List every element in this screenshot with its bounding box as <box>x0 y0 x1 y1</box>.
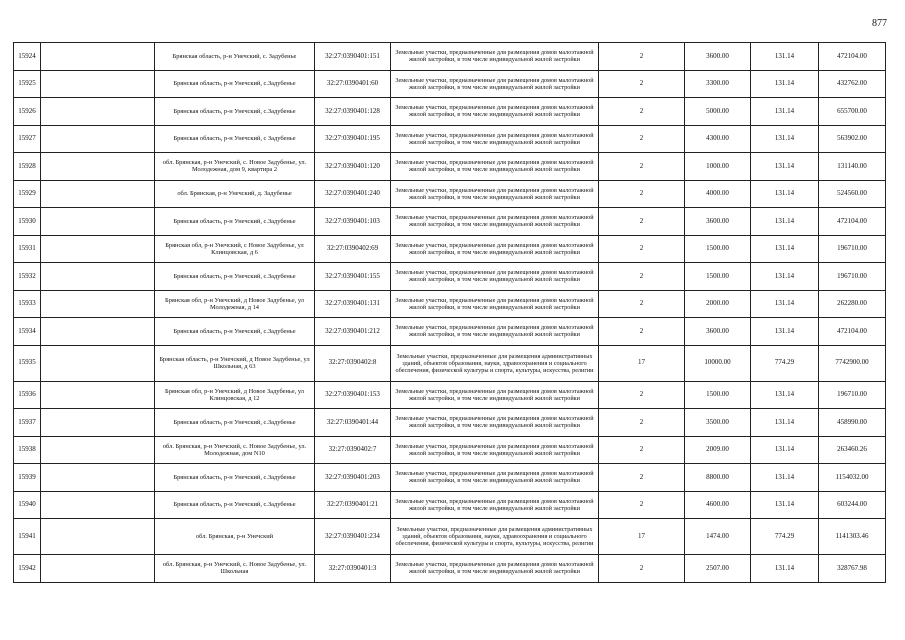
cadastral-number-cell: 32:27:0390401:153 <box>315 381 391 409</box>
cadastral-value-cell: 472104.00 <box>819 43 886 71</box>
empty-cell <box>41 464 155 492</box>
cadastral-value-cell: 432762.00 <box>819 70 886 98</box>
row-number-cell: 15932 <box>14 263 41 291</box>
group-code-cell: 2 <box>599 208 685 236</box>
group-code-cell: 2 <box>599 290 685 318</box>
empty-cell <box>41 436 155 464</box>
cadastral-value-cell: 603244.00 <box>819 491 886 519</box>
specific-value-cell: 131.14 <box>751 491 819 519</box>
table-row <box>14 464 886 492</box>
row-number-cell: 15940 <box>14 491 41 519</box>
empty-cell <box>41 153 155 181</box>
land-use-category-cell: Земельные участки, предназначенные для размещения домов малоэтажной жилой застройки, в том числе индивидуальной жилой застройки <box>391 290 599 318</box>
table-row <box>14 491 886 519</box>
cadastral-number-cell: 32:27:0390401:131 <box>315 290 391 318</box>
row-number-cell: 15933 <box>14 290 41 318</box>
row-number-cell: 15924 <box>14 43 41 71</box>
group-code-cell: 2 <box>599 318 685 346</box>
address-cell: обл. Брянская, р-н Унечский <box>155 519 315 555</box>
address-cell: Брянская обл, р-н Унечский, с Новое Задубенье, ул Клинцовская, д 6 <box>155 235 315 263</box>
group-code-cell: 2 <box>599 555 685 583</box>
row-number-cell: 15942 <box>14 555 41 583</box>
area-cell: 5000.00 <box>685 98 751 126</box>
land-use-category-cell: Земельные участки, предназначенные для размещения домов малоэтажной жилой застройки, в том числе индивидуальной жилой застройки <box>391 180 599 208</box>
cadastral-value-cell: 458990.00 <box>819 409 886 437</box>
table-row <box>14 180 886 208</box>
empty-cell <box>41 180 155 208</box>
table-row <box>14 153 886 181</box>
group-code-cell: 2 <box>599 70 685 98</box>
empty-cell <box>41 381 155 409</box>
row-number-cell: 15928 <box>14 153 41 181</box>
group-code-cell: 2 <box>599 180 685 208</box>
address-cell: Брянская область, р-н Унечский, с Задубенье <box>155 125 315 153</box>
area-cell: 4600.00 <box>685 491 751 519</box>
empty-cell <box>41 208 155 236</box>
table-row <box>14 436 886 464</box>
group-code-cell: 2 <box>599 263 685 291</box>
table-row <box>14 381 886 409</box>
table-row <box>14 290 886 318</box>
land-registry-table <box>13 42 886 583</box>
land-use-category-cell: Земельные участки, предназначенные для размещения домов малоэтажной жилой застройки, в том числе индивидуальной жилой застройки <box>391 235 599 263</box>
table-row <box>14 70 886 98</box>
area-cell: 1474.00 <box>685 519 751 555</box>
specific-value-cell: 131.14 <box>751 464 819 492</box>
row-number-cell: 15934 <box>14 318 41 346</box>
cadastral-number-cell: 32:27:0390401:155 <box>315 263 391 291</box>
empty-cell <box>41 235 155 263</box>
group-code-cell: 2 <box>599 464 685 492</box>
cadastral-number-cell: 32:27:0390401:212 <box>315 318 391 346</box>
row-number-cell: 15935 <box>14 345 41 381</box>
address-cell: Брянская область, р-н Унечский, с.Задубенье <box>155 491 315 519</box>
land-use-category-cell: Земельные участки, предназначенные для размещения домов малоэтажной жилой застройки, в том числе индивидуальной жилой застройки <box>391 208 599 236</box>
specific-value-cell: 131.14 <box>751 409 819 437</box>
row-number-cell: 15937 <box>14 409 41 437</box>
cadastral-number-cell: 32:27:0390401:128 <box>315 98 391 126</box>
address-cell: Брянская область, р-н Унечский, с.Задубенье <box>155 208 315 236</box>
empty-cell <box>41 555 155 583</box>
group-code-cell: 2 <box>599 98 685 126</box>
land-use-category-cell: Земельные участки, предназначенные для размещения домов малоэтажной жилой застройки, в том числе индивидуальной жилой застройки <box>391 409 599 437</box>
specific-value-cell: 131.14 <box>751 153 819 181</box>
cadastral-value-cell: 328767.98 <box>819 555 886 583</box>
table-row <box>14 345 886 381</box>
cadastral-number-cell: 32:27:0390401:103 <box>315 208 391 236</box>
row-number-cell: 15926 <box>14 98 41 126</box>
specific-value-cell: 131.14 <box>751 555 819 583</box>
cadastral-value-cell: 131140.00 <box>819 153 886 181</box>
cadastral-value-cell: 7742900.00 <box>819 345 886 381</box>
group-code-cell: 2 <box>599 436 685 464</box>
cadastral-value-cell: 472104.00 <box>819 208 886 236</box>
row-number-cell: 15938 <box>14 436 41 464</box>
address-cell: обл. Брянская, р-н Унечский, д. Задубенье <box>155 180 315 208</box>
table-row <box>14 555 886 583</box>
page-number: 877 <box>872 18 887 29</box>
cadastral-value-cell: 1154032.00 <box>819 464 886 492</box>
land-use-category-cell: Земельные участки, предназначенные для размещения домов малоэтажной жилой застройки, в том числе индивидуальной жилой застройки <box>391 153 599 181</box>
cadastral-number-cell: 32:27:0390401:3 <box>315 555 391 583</box>
address-cell: Брянская область, р-н Унечский, с.Задубенье <box>155 98 315 126</box>
specific-value-cell: 131.14 <box>751 436 819 464</box>
area-cell: 3600.00 <box>685 318 751 346</box>
row-number-cell: 15931 <box>14 235 41 263</box>
land-use-category-cell: Земельные участки, предназначенные для размещения домов малоэтажной жилой застройки, в том числе индивидуальной жилой застройки <box>391 381 599 409</box>
table-row <box>14 43 886 71</box>
address-cell: Брянская обл, р-н Унечский, д Новое Задубенье, ул Клинцовская, д 12 <box>155 381 315 409</box>
empty-cell <box>41 318 155 346</box>
group-code-cell: 2 <box>599 153 685 181</box>
table-row <box>14 409 886 437</box>
specific-value-cell: 131.14 <box>751 318 819 346</box>
empty-cell <box>41 491 155 519</box>
specific-value-cell: 131.14 <box>751 43 819 71</box>
specific-value-cell: 131.14 <box>751 70 819 98</box>
empty-cell <box>41 409 155 437</box>
land-use-category-cell: Земельные участки, предназначенные для размещения домов малоэтажной жилой застройки, в том числе индивидуальной жилой застройки <box>391 263 599 291</box>
area-cell: 1000.00 <box>685 153 751 181</box>
empty-cell <box>41 98 155 126</box>
land-use-category-cell: Земельные участки, предназначенные для размещения домов малоэтажной жилой застройки, в том числе индивидуальной жилой застройки <box>391 555 599 583</box>
table-row <box>14 98 886 126</box>
specific-value-cell: 131.14 <box>751 125 819 153</box>
area-cell: 1500.00 <box>685 263 751 291</box>
address-cell: Брянская область, р-н Унечский, с. Задубенье <box>155 43 315 71</box>
cadastral-number-cell: 32:27:0390401:234 <box>315 519 391 555</box>
specific-value-cell: 131.14 <box>751 290 819 318</box>
cadastral-value-cell: 655700.00 <box>819 98 886 126</box>
cadastral-value-cell: 263460.26 <box>819 436 886 464</box>
land-use-category-cell: Земельные участки, предназначенные для размещения административных зданий, объектов образования, науки, здравоохранения и социального обеспечения, физической культуры и спорта, культуры, искусства, религии <box>391 519 599 555</box>
cadastral-number-cell: 32:27:0390402:8 <box>315 345 391 381</box>
land-use-category-cell: Земельные участки, предназначенные для размещения домов малоэтажной жилой застройки, в том числе индивидуальной жилой застройки <box>391 98 599 126</box>
group-code-cell: 2 <box>599 235 685 263</box>
empty-cell <box>41 263 155 291</box>
group-code-cell: 2 <box>599 491 685 519</box>
land-use-category-cell: Земельные участки, предназначенные для размещения домов малоэтажной жилой застройки, в том числе индивидуальной жилой застройки <box>391 318 599 346</box>
row-number-cell: 15927 <box>14 125 41 153</box>
empty-cell <box>41 290 155 318</box>
row-number-cell: 15936 <box>14 381 41 409</box>
address-cell: Брянская обл, р-н Унечский, д Новое Задубенье, ул Молодежная, д 14 <box>155 290 315 318</box>
table-row <box>14 208 886 236</box>
group-code-cell: 2 <box>599 43 685 71</box>
cadastral-value-cell: 196710.00 <box>819 235 886 263</box>
address-cell: обл. Брянская, р-н Унечский, с. Новое Задубенье, ул. Школьная <box>155 555 315 583</box>
row-number-cell: 15930 <box>14 208 41 236</box>
specific-value-cell: 131.14 <box>751 208 819 236</box>
address-cell: Брянская область, р-н Унечский, д Новое Задубенье, ул Школьная, д 63 <box>155 345 315 381</box>
cadastral-value-cell: 524560.00 <box>819 180 886 208</box>
specific-value-cell: 774.29 <box>751 345 819 381</box>
specific-value-cell: 131.14 <box>751 381 819 409</box>
area-cell: 4300.00 <box>685 125 751 153</box>
specific-value-cell: 131.14 <box>751 235 819 263</box>
land-use-category-cell: Земельные участки, предназначенные для размещения домов малоэтажной жилой застройки, в том числе индивидуальной жилой застройки <box>391 70 599 98</box>
land-use-category-cell: Земельные участки, предназначенные для размещения домов малоэтажной жилой застройки, в том числе индивидуальной жилой застройки <box>391 464 599 492</box>
row-number-cell: 15929 <box>14 180 41 208</box>
area-cell: 4000.00 <box>685 180 751 208</box>
cadastral-number-cell: 32:27:0390402:69 <box>315 235 391 263</box>
area-cell: 2000.00 <box>685 290 751 318</box>
group-code-cell: 2 <box>599 125 685 153</box>
cadastral-number-cell: 32:27:0390401:151 <box>315 43 391 71</box>
address-cell: Брянская область, р-н Унечский, с.Задубенье <box>155 464 315 492</box>
empty-cell <box>41 43 155 71</box>
area-cell: 10000.00 <box>685 345 751 381</box>
cadastral-value-cell: 563902.00 <box>819 125 886 153</box>
land-use-category-cell: Земельные участки, предназначенные для размещения административных зданий, объектов образования, науки, здравоохранения и социального обеспечения, физической культуры и спорта, культуры, искусства, религии <box>391 345 599 381</box>
area-cell: 2507.00 <box>685 555 751 583</box>
row-number-cell: 15939 <box>14 464 41 492</box>
table-row <box>14 519 886 555</box>
specific-value-cell: 774.29 <box>751 519 819 555</box>
area-cell: 1500.00 <box>685 235 751 263</box>
cadastral-number-cell: 32:27:0390401:195 <box>315 125 391 153</box>
address-cell: Брянская область, р-н Унечский, с.Задубенье <box>155 318 315 346</box>
area-cell: 8800.00 <box>685 464 751 492</box>
specific-value-cell: 131.14 <box>751 263 819 291</box>
cadastral-value-cell: 472104.00 <box>819 318 886 346</box>
cadastral-number-cell: 32:27:0390401:21 <box>315 491 391 519</box>
empty-cell <box>41 70 155 98</box>
table-row <box>14 263 886 291</box>
cadastral-number-cell: 32:27:0390402:7 <box>315 436 391 464</box>
cadastral-value-cell: 262280.00 <box>819 290 886 318</box>
table-row <box>14 125 886 153</box>
area-cell: 3300.00 <box>685 70 751 98</box>
address-cell: Брянская область, р-н Унечский, с.Задубенье <box>155 70 315 98</box>
area-cell: 2009.00 <box>685 436 751 464</box>
address-cell: Брянская область, р-н Унечский, с.Задубенье <box>155 263 315 291</box>
group-code-cell: 2 <box>599 409 685 437</box>
address-cell: обл. Брянская, р-н Унечский, с. Новое Задубенье, ул. Молодежная, дом N10 <box>155 436 315 464</box>
cadastral-value-cell: 196710.00 <box>819 263 886 291</box>
area-cell: 3600.00 <box>685 43 751 71</box>
address-cell: Брянская область, р-н Унечский, с.Задубенье <box>155 409 315 437</box>
table-row <box>14 318 886 346</box>
land-use-category-cell: Земельные участки, предназначенные для размещения домов малоэтажной жилой застройки, в том числе индивидуальной жилой застройки <box>391 491 599 519</box>
row-number-cell: 15941 <box>14 519 41 555</box>
land-use-category-cell: Земельные участки, предназначенные для размещения домов малоэтажной жилой застройки, в том числе индивидуальной жилой застройки <box>391 125 599 153</box>
land-use-category-cell: Земельные участки, предназначенные для размещения домов малоэтажной жилой застройки, в том числе индивидуальной жилой застройки <box>391 436 599 464</box>
empty-cell <box>41 125 155 153</box>
cadastral-number-cell: 32:27:0390401:240 <box>315 180 391 208</box>
cadastral-number-cell: 32:27:0390401:44 <box>315 409 391 437</box>
group-code-cell: 2 <box>599 381 685 409</box>
specific-value-cell: 131.14 <box>751 98 819 126</box>
row-number-cell: 15925 <box>14 70 41 98</box>
cadastral-value-cell: 1141303.46 <box>819 519 886 555</box>
table-row <box>14 235 886 263</box>
group-code-cell: 17 <box>599 345 685 381</box>
cadastral-number-cell: 32:27:0390401:60 <box>315 70 391 98</box>
group-code-cell: 17 <box>599 519 685 555</box>
specific-value-cell: 131.14 <box>751 180 819 208</box>
empty-cell <box>41 345 155 381</box>
cadastral-number-cell: 32:27:0390401:203 <box>315 464 391 492</box>
empty-cell <box>41 519 155 555</box>
area-cell: 3600.00 <box>685 208 751 236</box>
area-cell: 1500.00 <box>685 381 751 409</box>
area-cell: 3500.00 <box>685 409 751 437</box>
table-body <box>14 43 886 583</box>
land-use-category-cell: Земельные участки, предназначенные для размещения домов малоэтажной жилой застройки, в том числе индивидуальной жилой застройки <box>391 43 599 71</box>
cadastral-number-cell: 32:27:0390401:120 <box>315 153 391 181</box>
address-cell: обл. Брянская, р-н Унечский, с. Новое Задубенье, ул. Молодежная, дом 9, квартира 2 <box>155 153 315 181</box>
cadastral-value-cell: 196710.00 <box>819 381 886 409</box>
